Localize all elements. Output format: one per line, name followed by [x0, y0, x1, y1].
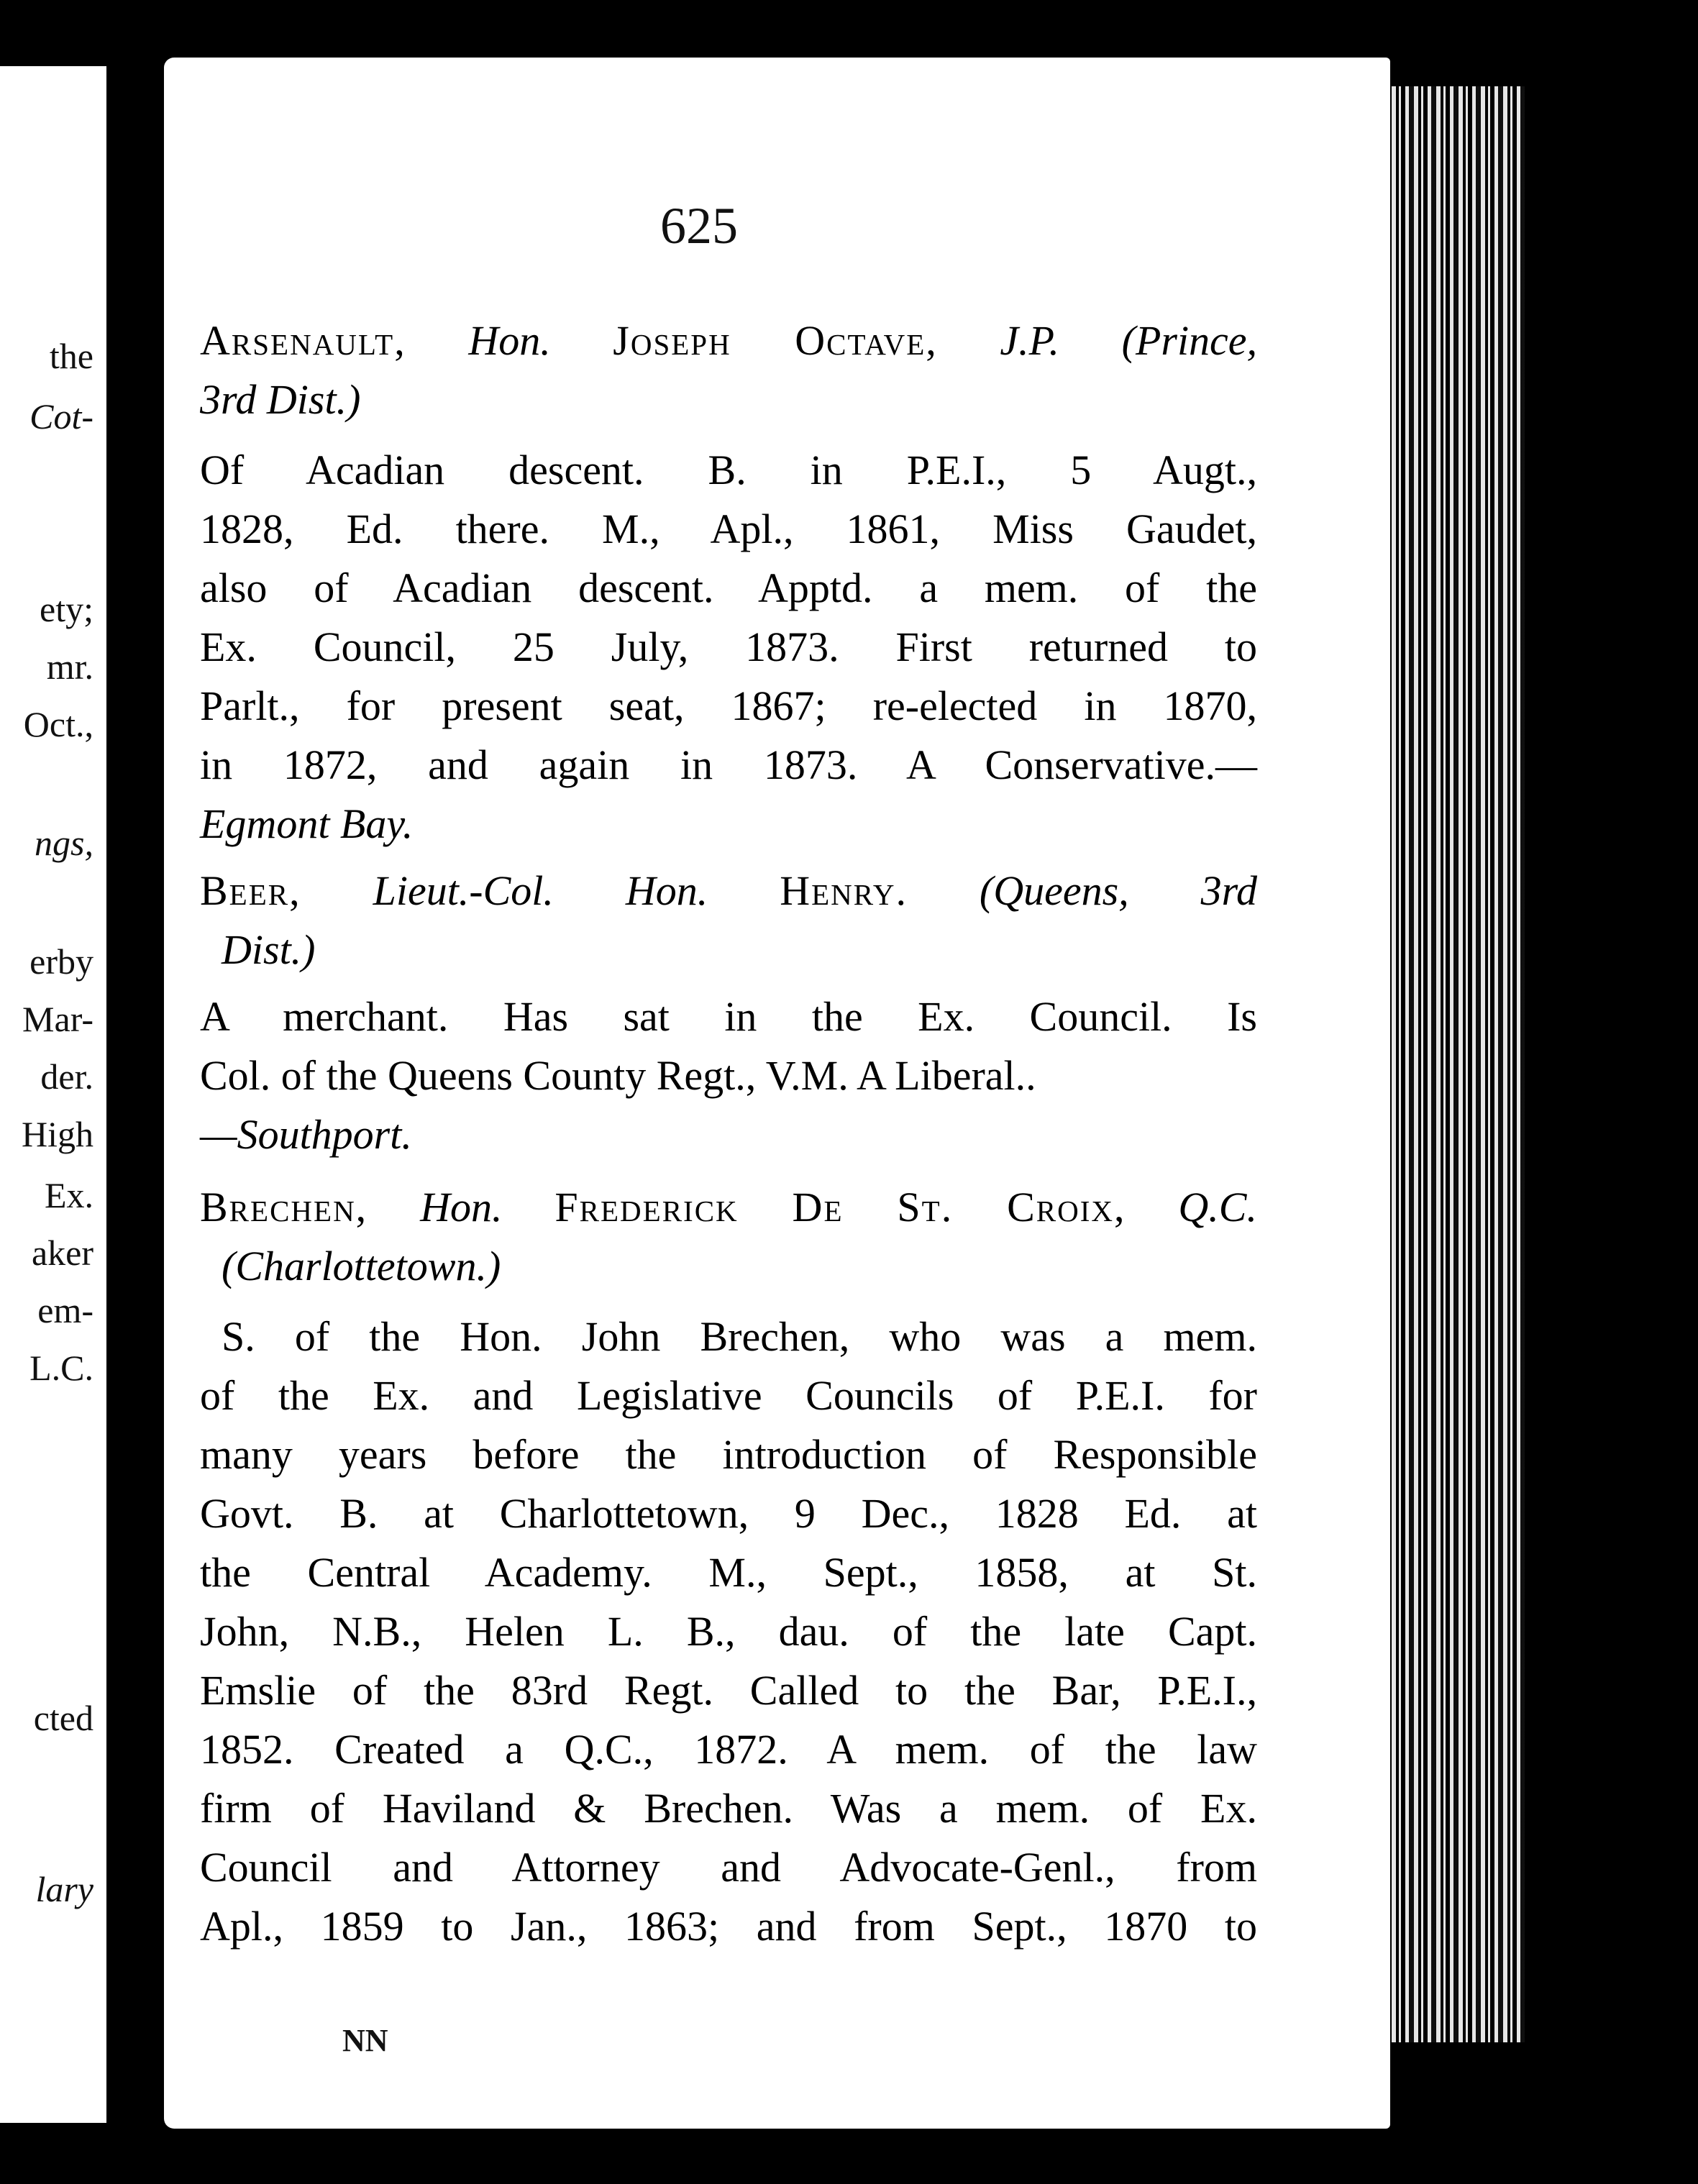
entry-body-line: Of Acadian descent. B. in P.E.I., 5 Augt., [200, 447, 1257, 493]
entry-body-line: Col. of the Queens County Regt., V.M. A Liberal.. [200, 1052, 1036, 1099]
entry-heading-brechen: Brechen, Hon. Frederick De St. Croix, Q.C. [200, 1184, 1257, 1230]
entry-body-line: of the Ex. and Legislative Councils of P.E.I. for [200, 1372, 1257, 1419]
left-page-margin [0, 66, 106, 2123]
entry-residence: —Southport. [200, 1111, 412, 1158]
entry-heading-seat: 3rd Dist.) [200, 376, 361, 423]
entry-heading-arsenault: Arsenault, Hon. Joseph Octave, J.P. (Prince, [200, 317, 1258, 364]
left-fragment: cted [33, 1698, 93, 1738]
left-fragment: the [49, 336, 93, 376]
entry-body-line: Parlt., for present seat, 1867; re-elected in 1870, [200, 682, 1257, 729]
left-fragment: Oct., [23, 704, 93, 744]
book-page [164, 58, 1390, 2129]
entry-body-line: also of Acadian descent. Apptd. a mem. of the [200, 565, 1257, 611]
left-fragment: Cot- [29, 396, 93, 437]
page-edge-shadow [1525, 72, 1561, 2071]
entry-body-line: firm of Haviland & Brechen. Was a mem. of Ex. [200, 1785, 1257, 1832]
entry-body-line: Council and Attorney and Advocate-Genl., from [200, 1844, 1257, 1891]
entry-body-line: Govt. B. at Charlottetown, 9 Dec., 1828 Ed. at [200, 1490, 1257, 1537]
left-fragment: mr. [46, 646, 93, 687]
left-fragment: Ex. [44, 1175, 93, 1215]
entry-body-line: S. of the Hon. John Brechen, who was a mem. [222, 1313, 1257, 1360]
signature-mark: NN [342, 2023, 388, 2058]
entry-body-line: A merchant. Has sat in the Ex. Council. Is [200, 993, 1257, 1040]
entry-body-line: Ex. Council, 25 July, 1873. First returned to [200, 623, 1257, 670]
left-fragment: High [22, 1114, 93, 1154]
entry-residence: Egmont Bay. [200, 800, 414, 847]
entry-heading-beer: Beer, Lieut.-Col. Hon. Henry. (Queens, 3rd [200, 867, 1258, 914]
entry-heading-seat: (Charlottetown.) [222, 1243, 501, 1289]
entry-body-line: Apl., 1859 to Jan., 1863; and from Sept., 1870 to [200, 1903, 1257, 1950]
left-fragment: aker [31, 1233, 93, 1273]
entry-heading-seat: Dist.) [222, 926, 316, 973]
entry-body-line: 1852. Created a Q.C., 1872. A mem. of the law [200, 1726, 1257, 1773]
entry-body-line: 1828, Ed. there. M., Apl., 1861, Miss Gaudet, [200, 506, 1257, 552]
entry-body-line: John, N.B., Helen L. B., dau. of the late Capt. [200, 1608, 1257, 1655]
left-fragment: der. [40, 1056, 93, 1097]
page-number: 625 [660, 197, 738, 255]
left-fragment: ngs, [35, 823, 93, 863]
left-fragment: lary [35, 1869, 93, 1909]
left-fragment: Mar- [22, 999, 93, 1039]
left-fragment: ety; [40, 589, 93, 629]
entry-body-line: the Central Academy. M., Sept., 1858, at St. [200, 1549, 1257, 1596]
entry-body-line: many years before the introduction of Responsible [200, 1431, 1257, 1478]
entry-body-line: Emslie of the 83rd Regt. Called to the Bar, P.E.I., [200, 1667, 1257, 1714]
left-fragment: em- [37, 1290, 93, 1330]
left-fragment: L.C. [29, 1348, 93, 1388]
left-fragment: erby [29, 941, 93, 982]
entry-body-line: in 1872, and again in 1873. A Conservative.— [200, 741, 1257, 788]
